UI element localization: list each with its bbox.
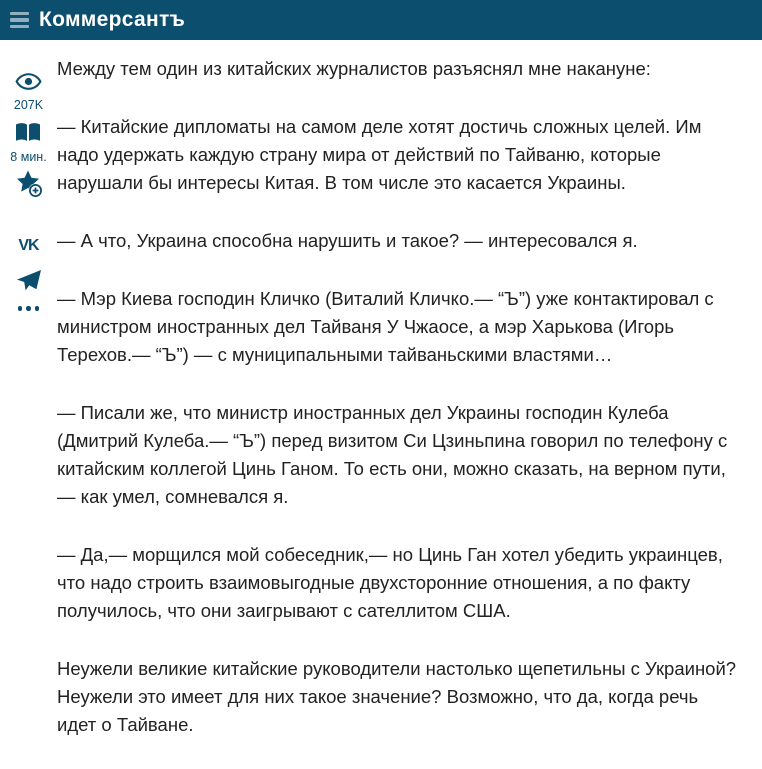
ellipsis-icon: [18, 306, 40, 311]
article-body: [57, 40, 762, 769]
menu-button[interactable]: [10, 9, 30, 32]
article-paragraph: — Да,— морщился мой собеседник,— но Цинь Ган хотел убедить украинцев, что надо строить взаимовыгодные двухсторонние отношения, а по факту получилось, что они заигрывают с сателлитом США.: [57, 544, 723, 621]
book-icon: [15, 121, 41, 148]
article-paragraph: — Китайские дипломаты на самом деле хотят достичь сложных целей. Им надо удержать каждую страну мира от действий по Тайваню, которые нарушали бы интересы Китая. В том числе это касается Украины.: [57, 116, 702, 193]
brand-logo[interactable]: Коммерсантъ: [39, 8, 186, 31]
page-body: [0, 40, 762, 769]
eye-icon: [15, 72, 42, 96]
share-telegram-button[interactable]: [16, 269, 42, 298]
app-header: [0, 0, 762, 40]
more-options-button[interactable]: [18, 306, 40, 311]
article-paragraph: Между тем один из китайских журналистов разъяснял мне накануне:: [57, 58, 651, 79]
read-time-stat: [10, 121, 46, 164]
star-add-icon: [14, 186, 44, 203]
vk-icon: VK: [18, 237, 39, 254]
left-rail: [0, 40, 57, 769]
share-vk-button[interactable]: [18, 238, 38, 254]
telegram-icon: [16, 280, 42, 297]
article-paragraph: — Писали же, что министр иностранных дел Украины господин Кулеба (Дмитрий Кулеба.— “Ъ”) перед визитом Си Цзиньпина говорил по телефону с китайским коллегой Цинь Ганом. То есть они, можно сказать, на верном пути,— как умел, сомневался я.: [57, 402, 728, 507]
article-paragraph: — Мэр Киева господин Кличко (Виталий Кличко.— “Ъ”) уже контактировал с министром иностранных дел Тайваня У Чжаосе, а мэр Харькова (Игорь Терехов.— “Ъ”) — с муниципальными тайваньскими властями…: [57, 288, 714, 365]
article-paragraph: — А что, Украина способна нарушить и такое? — интересовался я.: [57, 230, 638, 251]
views-count: 207K: [13, 98, 44, 112]
views-stat: [14, 72, 43, 112]
read-time-label: 8 мин.: [10, 150, 47, 164]
article-paragraph: Неужели великие китайские руководители настолько щепетильны с Украиной? Неужели это имеет для них такое значение? Возможно, что да, когда речь идет о Тайване.: [57, 658, 737, 735]
hamburger-icon: [10, 12, 30, 29]
bookmark-button[interactable]: [14, 169, 44, 204]
